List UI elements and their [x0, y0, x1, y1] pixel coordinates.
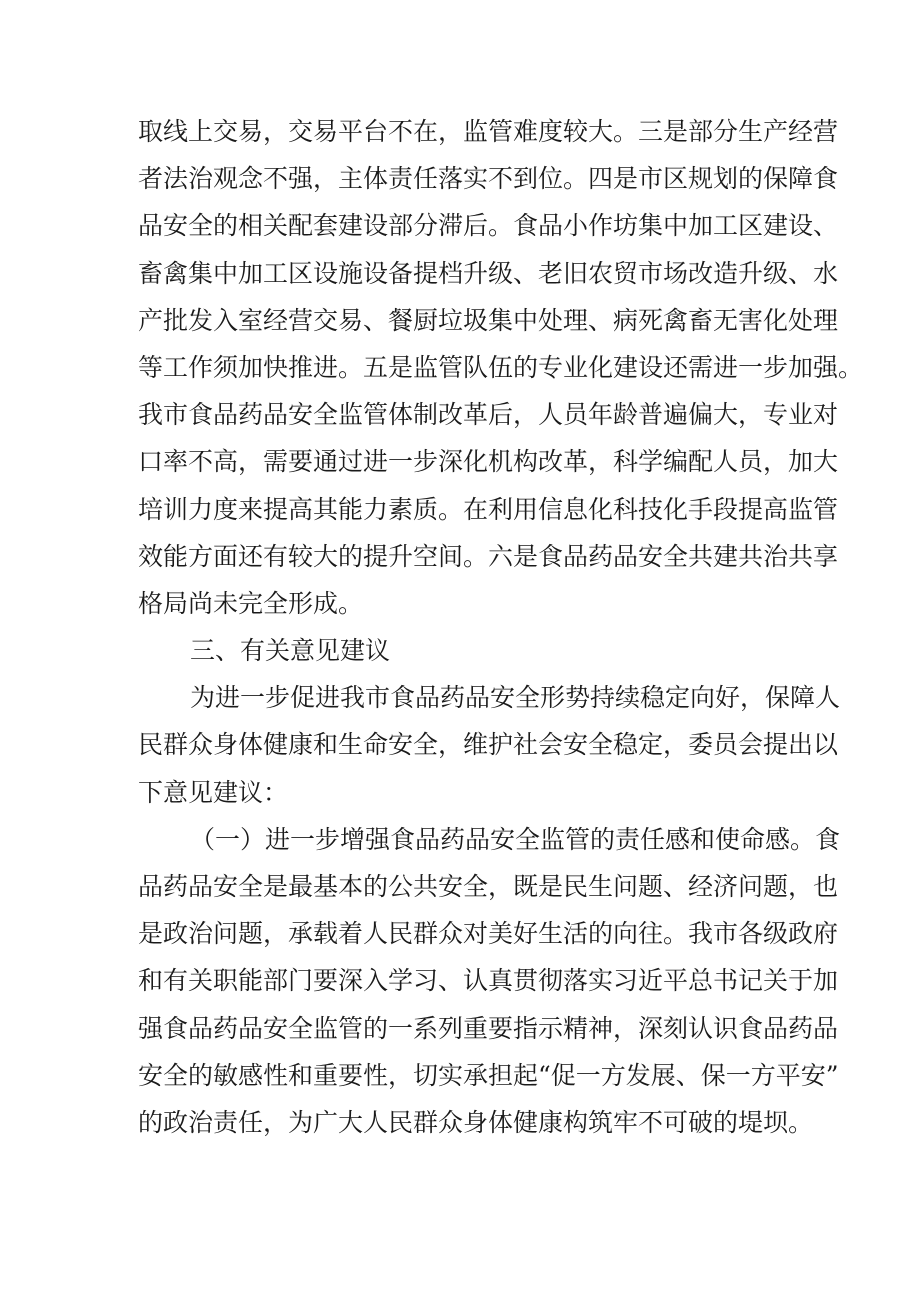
body-text-line: 等工作须加快推进。五是监管队伍的专业化建设还需进一步加强。 [138, 352, 864, 382]
body-text-line: 取线上交易，交易平台不在，监管难度较大。三是部分生产经营 [138, 117, 839, 146]
paragraph-first-line: （一）进一步增强食品药品安全监管的责任感和使命感。食 [190, 824, 841, 854]
section-heading: 三、有关意见建议 [190, 636, 391, 666]
body-text-line: 强食品药品安全监管的一系列重要指示精神，深刻认识食品药品 [138, 1013, 839, 1043]
body-text-line: 产批发入室经营交易、餐厨垃圾集中处理、病死禽畜无害化处理 [138, 305, 839, 335]
body-text-line: 畜禽集中加工区设施设备提档升级、老旧农贸市场改造升级、水 [138, 258, 839, 288]
paragraph-last-line: 下意见建议： [138, 777, 289, 807]
paragraph-first-line: 为进一步促进我市食品药品安全形势持续稳定向好，保障人 [190, 683, 841, 713]
body-text-line: 效能方面还有较大的提升空间。六是食品药品安全共建共治共享 [138, 541, 839, 571]
paragraph-last-line: 的政治责任，为广大人民群众身体健康构筑牢不可破的堤坝。 [138, 1107, 814, 1137]
paragraph-last-line: 格局尚未完全形成。 [138, 588, 364, 618]
body-text-line: 和有关职能部门要深入学习、认真贯彻落实习近平总书记关于加 [138, 966, 839, 996]
body-text-line: 是政治问题，承载着人民群众对美好生活的向往。我市各级政府 [138, 919, 839, 949]
body-text-line: 民群众身体健康和生命安全，维护社会安全稳定，委员会提出以 [138, 730, 839, 760]
body-text-line: 安全的敏感性和重要性，切实承担起“促一方发展、保一方平安” [138, 1060, 839, 1090]
body-text-line: 我市食品药品安全监管体制改革后，人员年龄普遍偏大，专业对 [138, 400, 839, 430]
body-text-line: 者法治观念不强，主体责任落实不到位。四是市区规划的保障食 [138, 164, 839, 194]
body-text-line: 品药品安全是最基本的公共安全，既是民生问题、经济问题，也 [138, 872, 839, 901]
body-text-line: 培训力度来提高其能力素质。在利用信息化科技化手段提高监管 [138, 494, 839, 524]
body-text-line: 品安全的相关配套建设部分滞后。食品小作坊集中加工区建设、 [138, 211, 839, 241]
body-text-line: 口率不高，需要通过进一步深化机构改革，科学编配人员，加大 [138, 447, 839, 477]
document-body [138, 108, 864, 1146]
